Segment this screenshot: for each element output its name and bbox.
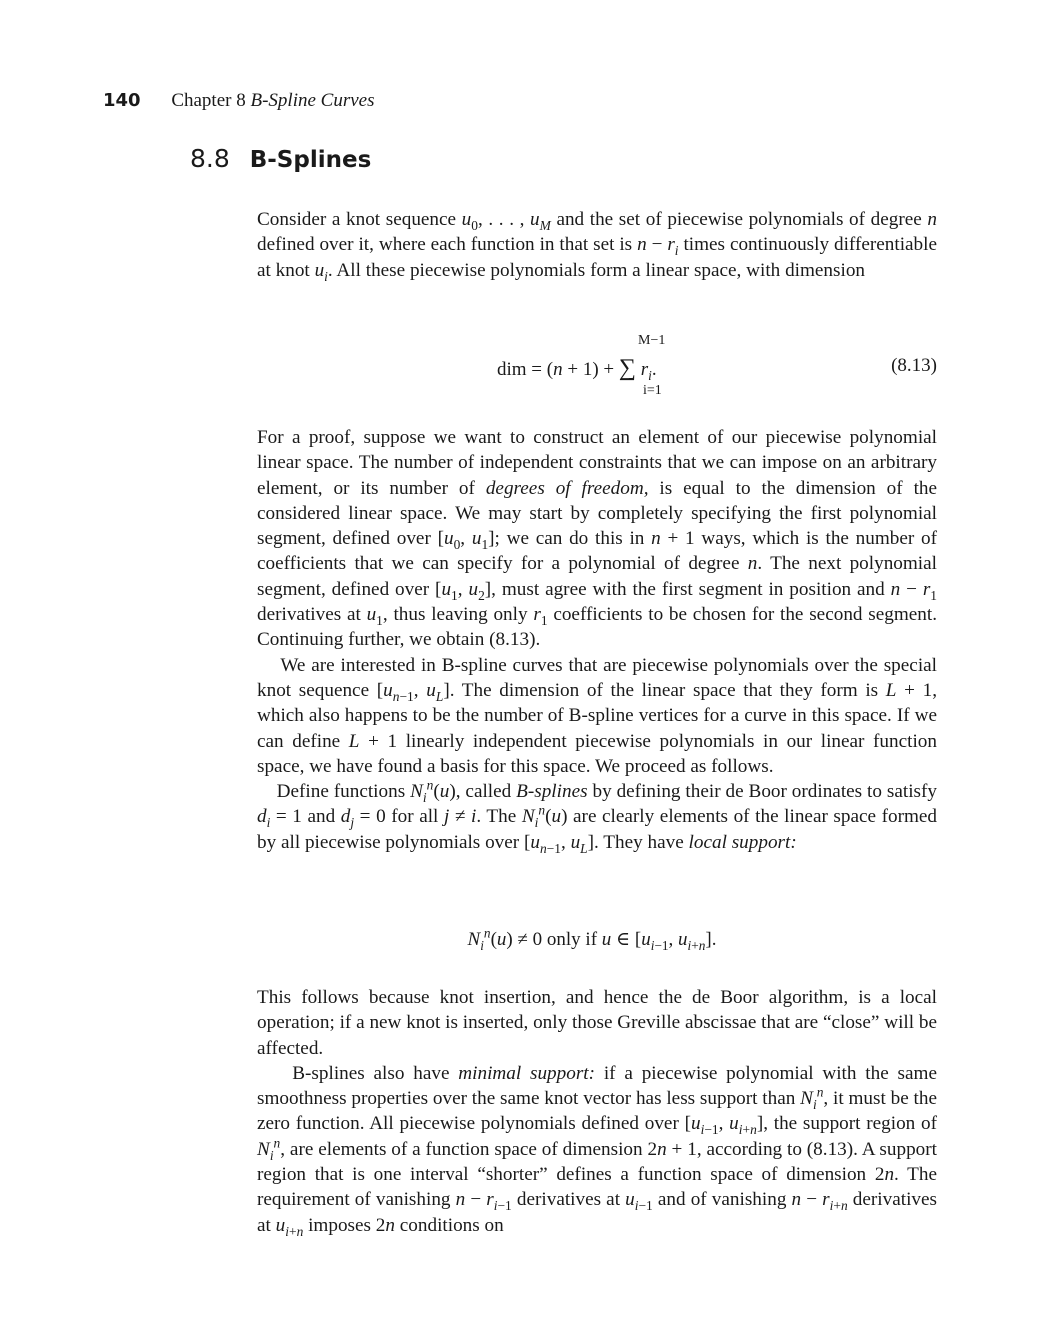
page-number: 140 [103, 90, 141, 111]
paragraph-1: Consider a knot sequence $u_0$, . . . , $u_M$ and the set of piecewise polynomials of degree n defined over it, where each function in that set is $n - r_i$ times continuously differentiable at knot $u_i$. All these piecewise polynomials form a linear space, with dimension [257, 209, 937, 284]
paragraph-2: For a proof, suppose we want to construct an element of our piecewise polynomial linear space. The number of independent constraints that we can impose on an arbitrary element, or its number of degrees of freedom, is equal to the dimension of the considered linear space. We may start by completely specifying the first polynomial segment, defined over [$u_0$, $u_1$]; we can do this in n + 1 ways, which is the number of coefficients that we can specify for a polynomial of degree n. The next polynomial segment, defined over [$u_1$, $u_2$], must agree with the first segment in position and $n - r_1$ derivatives at $u_1$, thus leaving only $r_1$ coefficients to be chosen for the second segment. Continuing further, we obtain (8.13). We are interested in B-spline curves that are piecewise polynomials over the special knot sequence [$u_{n-1}$, $u_L$]. The dimension of the linear space that they form is L + 1, which also happens to be the number of B-spline vertices for a curve in this space. If we can define L + 1 linearly independent piecewise polynomials in our linear function space, we have found a basis for this space. We proceed as follows. Define functions $N_i^n(u)$, called B-splines by defining their de Boor ordinates to satisfy $d_i = 1$ and $d_j = 0$ for all j ≠ i. The $N_i^n(u)$ are clearly elements of the linear space formed by all piecewise polynomials over [$u_{n-1}$, $u_L$]. They have local support: [257, 427, 938, 856]
section-heading [190, 144, 371, 173]
chapter-label: Chapter 8 B-Spline Curves [171, 90, 375, 111]
paragraph-6: This follows because knot insertion, and hence the de Boor algorithm, is a local operation; if a new knot is inserted, only those Greville abscissae that are “close” will be affected. B-splines also have minimal support: if a piecewise polynomial with the same smoothness properties over the same knot vector has less support than $N_i^n$, it must be the zero function. All piecewise polynomials defined over [$u_{i-1}$, $u_{i+n}$], the support region of $N_i^n$, are elements of a function space of dimension 2n + 1, according to (8.13). A support region that is one interval “shorter” defines a function space of dimension 2n. The requirement of vanishing $n - r_{i-1}$ derivatives at $u_{i-1}$ and of vanishing $n - r_{i+n}$ derivatives at $u_{i+n}$ imposes 2n conditions on [257, 987, 937, 1239]
equation-8-13: M−1 dim = (n + 1) + ∑ $r_i$. i=1 (8.13) [497, 333, 937, 398]
support-equation: $N_i^n(u) \ne 0$ only if u ∈ [$u_{i-1}$, $u_{i+n}$]. [467, 925, 717, 953]
equation-number: (8.13) [891, 355, 937, 376]
section-number: 8.8 [190, 144, 230, 173]
section-title: B-Splines [249, 147, 372, 173]
running-header [103, 90, 375, 112]
